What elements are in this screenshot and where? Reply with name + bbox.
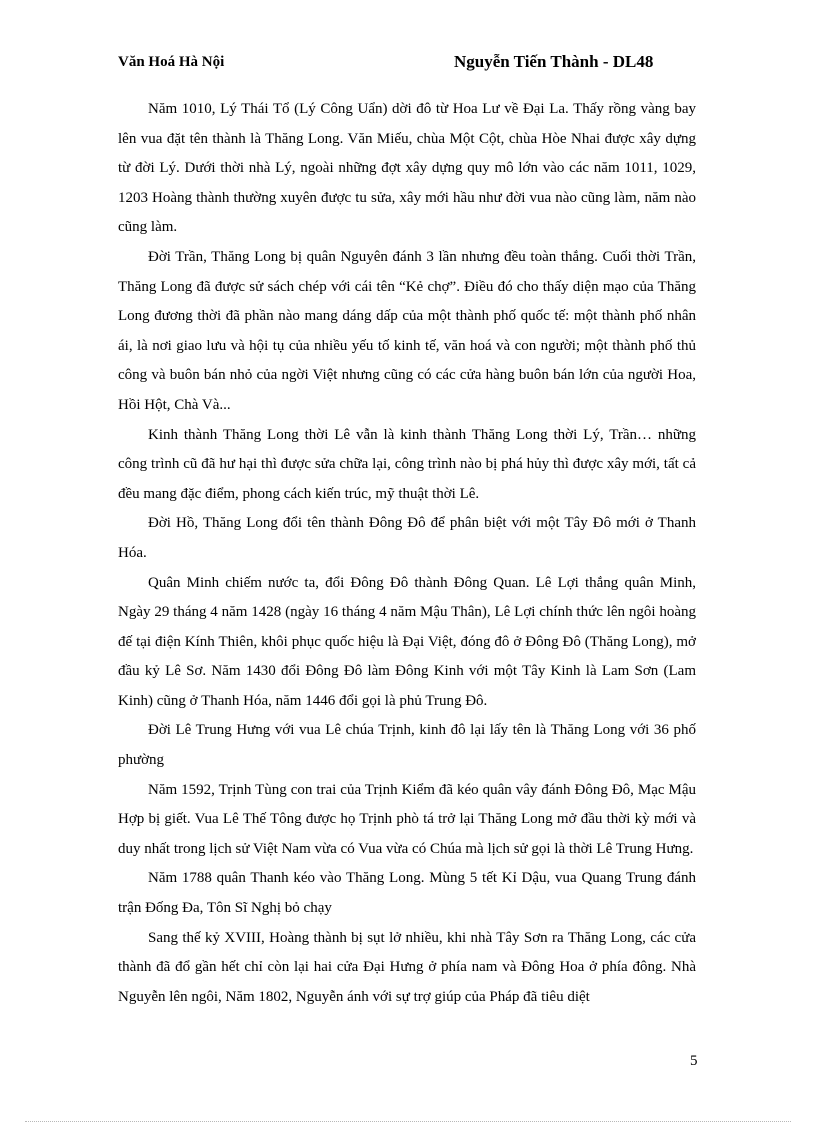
paragraph: Kinh thành Thăng Long thời Lê vẫn là kinh thành Thăng Long thời Lý, Trần… những công trình cũ đã hư hại thì được sửa chữa lại, công trình nào bị phá hủy thì được xây mới, tất cả đều mang đặc điểm, phong cách kiến trúc, mỹ thuật thời Lê. [118,426,696,502]
header-left-title: Văn Hoá Hà Nội [118,54,225,70]
header-right-author: Nguyễn Tiến Thành - DL48 [454,52,654,71]
paragraph: Đời Lê Trung Hưng với vua Lê chúa Trịnh, kinh đô lại lấy tên là Thăng Long với 36 phố phường [118,722,696,769]
paragraph: Đời Hồ, Thăng Long đổi tên thành Đông Đô để phân biệt với một Tây Đô mới ở Thanh Hóa. [118,515,696,561]
paragraph: Năm 1788 quân Thanh kéo vào Thăng Long. Mùng 5 tết Kỉ Dậu, vua Quang Trung đánh trận Đống Đa, Tôn Sĩ Nghị bỏ chạy [118,870,696,917]
paragraph: Năm 1010, Lý Thái Tổ (Lý Công Uẩn) dời đô từ Hoa Lư về Đại La. Thấy rồng vàng bay lên vua đặt tên thành là Thăng Long. Văn Miếu, chùa Một Cột, chùa Hòe Nhai được xây dựng từ đời Lý. Dưới thời nhà Lý, ngoài những đợt xây dựng quy mô lớn vào các năm 1011, 1029, 1203 Hoàng thành thường xuyên được tu sửa, xây mới hầu như đời vua nào cũng làm, năm nào cũng làm. [118,101,696,236]
paragraph: Sang thế kỷ XVIII, Hoàng thành bị sụt lở nhiều, khi nhà Tây Sơn ra Thăng Long, các cửa thành đã đổ gần hết chỉ còn lại hai cửa Đại Hưng ở phía nam và Đông Hoa ở phía đông. Nhà Nguyễn lên ngôi, Năm 1802, Nguyễn ánh với sự trợ giúp của Pháp đã tiêu diệt [118,929,696,1005]
document-body [118,95,696,1012]
paragraph: Quân Minh chiếm nước ta, đổi Đông Đô thành Đông Quan. Lê Lợi thắng quân Minh, Ngày 29 tháng 4 năm 1428 (ngày 16 tháng 4 năm Mậu Thân), Lê Lợi chính thức lên ngôi hoàng đế tại điện Kính Thiên, khôi phục quốc hiệu là Đại Việt, đóng đô ở Đông Đô (Thăng Long), mở đầu kỷ Lê Sơ. Năm 1430 đổi Đông Đô làm Đông Kinh với một Tây Kinh là Lam Sơn (Lam Kinh) cũng ở Thanh Hóa, năm 1446 đổi gọi là phủ Trung Đô. [118,574,696,709]
page-number: 5 [690,1053,698,1069]
page-bottom-divider [25,1121,791,1122]
paragraph: Đời Trần, Thăng Long bị quân Nguyên đánh 3 lần nhưng đều toàn thắng. Cuối thời Trần, Thăng Long đã được sử sách chép với cái tên “Kẻ chợ”. Điều đó cho thấy diện mạo của Thăng Long đương thời đã phần nào mang dáng dấp của một thành phố quốc tế: một thành phố nhân ái, là nơi giao lưu và hội tụ của nhiều yếu tố kinh tế, văn hoá và con người; một thành phố thủ công và buôn bán nhỏ của ngời Việt nhưng cũng có các cửa hàng buôn bán lớn của người Hoa, Hồi Hột, Chà Và... [118,248,696,413]
paragraph: Năm 1592, Trịnh Tùng con trai của Trịnh Kiểm đã kéo quân vây đánh Đông Đô, Mạc Mậu Hợp bị giết. Vua Lê Thế Tông được họ Trịnh phò tá trở lại Thăng Long mở đầu thời kỳ mới và duy nhất trong lịch sử Việt Nam vừa có Vua vừa có Chúa mà lịch sử gọi là thời Lê Trung Hưng. [118,781,696,857]
